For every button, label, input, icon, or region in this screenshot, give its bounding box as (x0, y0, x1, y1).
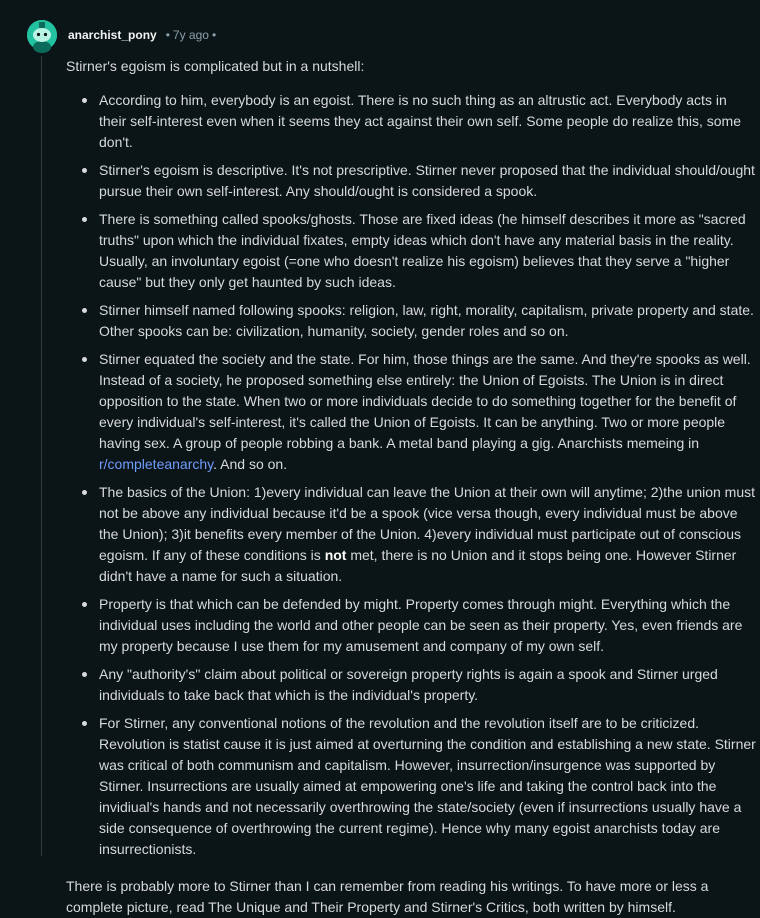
snoo-avatar-icon (27, 20, 57, 50)
comment-outro: There is probably more to Stirner than I can remember from reading his writings. To have more or less a complete picture, read The Unique and Their Property and Stirner's Critics, both written by himself. (66, 878, 709, 915)
list-item: Stirner's egoism is descriptive. It's not prescriptive. Stirner never proposed that the individual should/ought pursue their own self-interest. Any should/ought is considered a spook. (99, 160, 756, 202)
username[interactable]: anarchist_pony (68, 28, 157, 42)
comment-intro: Stirner's egoism is complicated but in a nutshell: (66, 58, 365, 74)
list-item: Stirner himself named following spooks: religion, law, right, morality, capitalism, private property and state. Other spooks can be: civilization, humanity, society, gender roles and so on. (99, 300, 756, 342)
comment-age[interactable]: 7y ago (172, 28, 209, 42)
list-item-text: . And so on. (213, 456, 288, 472)
list-item: For Stirner, any conventional notions of the revolution and the revolution itself are to be criticized. Revolution is statist cause it is just aimed at overturning the condition and establishing a new state. Stirner was critical of both communism and capitalism. However, insurrection/insurgence was supported by Stirner. Insurrections are usually aimed at empowering one's life and taking the control back into the invidiual's hands and not necessarily overthrowing the state/society (even if insurrections usually have a side consequence of overthrowing the current regime). Hence why many egoist anarchists today are insurrectionists. (99, 713, 756, 860)
comment-body (66, 56, 756, 918)
list-item (99, 482, 756, 587)
comment-header (27, 20, 219, 50)
thread-line[interactable] (41, 56, 42, 856)
list-item-text: met, there is no Union and it stops being one. However Stirner didn't have a name for such a situation. (99, 547, 737, 584)
separator-dot: • (165, 28, 170, 42)
list-item: According to him, everybody is an egoist. There is no such thing as an altrustic act. Everybody acts in their self-interest even when it seems they act against their own self. Some people do realize this, some don't. (99, 90, 756, 153)
list-item-text: Stirner equated the society and the state. For him, those things are the same. And they're spooks as well. Instead of a society, he proposed something else entirely: the Union of Egoists. The Union is in direct opposition to the state. When two or more individuals decide to do something together for the benefit of every individual's self-interest, it's called the Union of Egoists. It can be anything. Two or more people having sex. A group of people robbing a bank. A metal band playing a gig. Anarchists memeing in (99, 351, 751, 451)
list-item (99, 349, 756, 475)
list-item-text: The basics of the Union: 1)every individual can leave the Union at their own will anytime; 2)the union must not be above any individual because it'd be a spook (vice versa though, every individual must be above the Union); 3)it benefits every member of the Union. 4)every individual must participate out of conscious egoism. If any of these conditions is (99, 484, 756, 563)
subreddit-link[interactable]: r/completeanarchy (99, 456, 214, 472)
separator-dot: • (211, 28, 217, 42)
avatar[interactable] (27, 20, 57, 50)
bold-text: not (324, 547, 347, 563)
list-item: Any "authority's" claim about political or sovereign property rights is again a spook and Stirner urged individuals to take back that which is the individual's property. (99, 664, 756, 706)
list-item: Property is that which can be defended by might. Property comes through might. Everything which the individual uses including the world and other people can be seen as their property. Yes, even friends are my property because I use them for my amusement and company of my own self. (99, 594, 756, 657)
list-item: There is something called spooks/ghosts. Those are fixed ideas (he himself describes it more as "sacred truths" upon which the individual fixates, empty ideas which don't have any material basis in the reality. Usually, an involuntary egoist (=one who doesn't realize his egoism) believes that they serve a "higher cause" but they only get haunted by such ideas. (99, 209, 756, 293)
comment-meta (163, 28, 219, 42)
bullet-list (66, 90, 756, 860)
